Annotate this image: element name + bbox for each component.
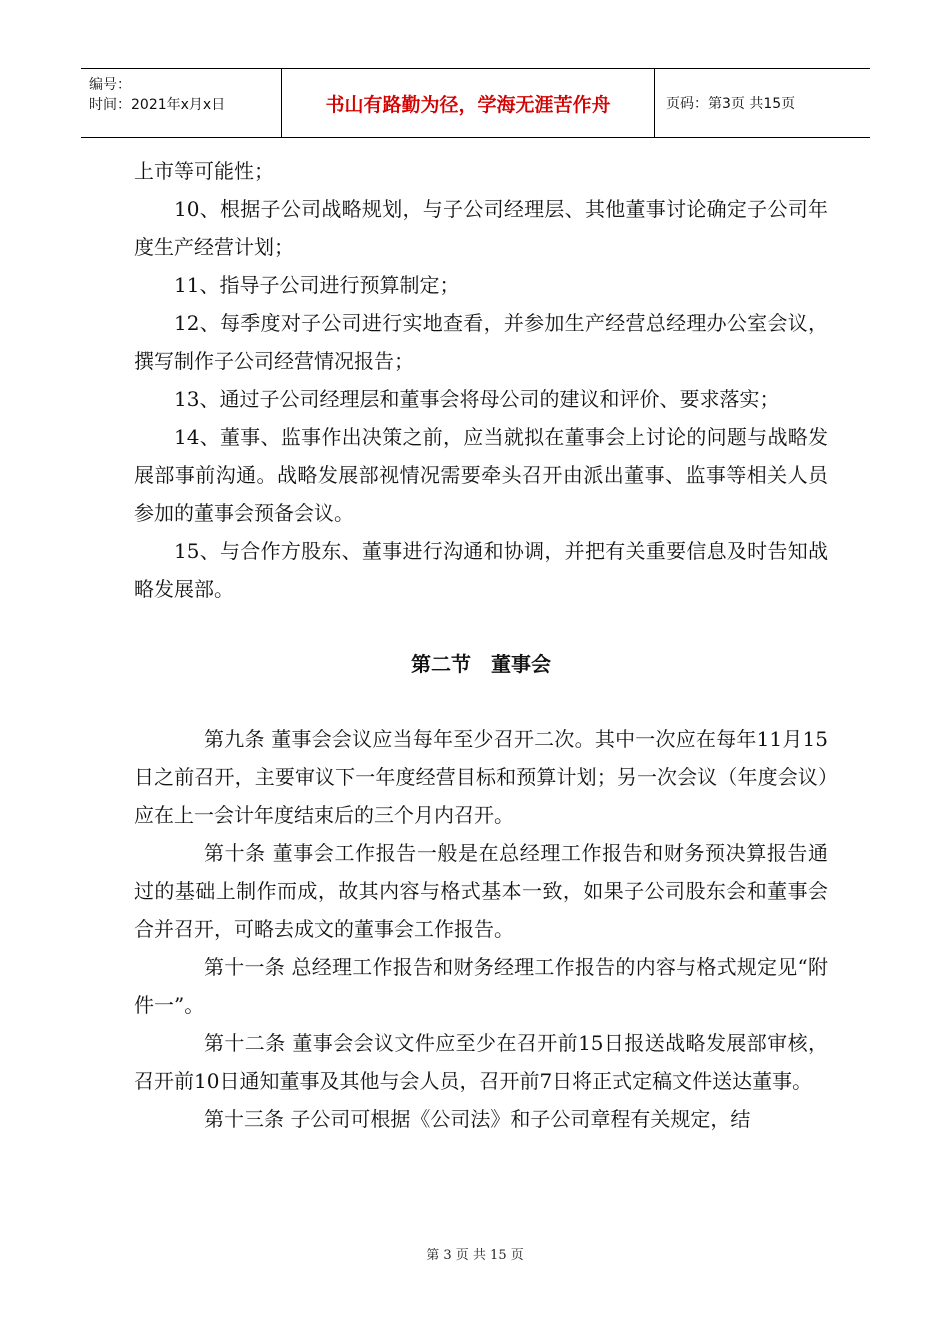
header-motto: 书山有路勤为径，学海无涯苦作舟 [282, 69, 655, 137]
paragraph-item-14: 14、董事、监事作出决策之前，应当就拟在董事会上讨论的问题与战略发展部事前沟通。战略发展部视情况需要牵头召开由派出董事、监事等相关人员参加的董事会预备会议。 [134, 425, 828, 525]
header-number-label: 编号： [89, 77, 131, 93]
article-11: 第十一条 总经理工作报告和财务经理工作报告的内容与格式规定见“附件一”。 [134, 955, 828, 1017]
article-10: 第十条 董事会工作报告一般是在总经理工作报告和财务预决算报告通过的基础上制作而成，故其内容与格式基本一致，如果子公司股东会和董事会合并召开，可略去成文的董事会工作报告。 [134, 841, 828, 941]
paragraph-item-10: 10、根据子公司战略规划，与子公司经理层、其他董事讨论确定子公司年度生产经营计划； [134, 197, 828, 259]
page-header [81, 68, 870, 138]
article-13: 第十三条 子公司可根据《公司法》和子公司章程有关规定，结 [204, 1107, 751, 1131]
section-title: 第二节 董事会 [411, 652, 551, 676]
header-page-info: 页码：第3页 共15页 [666, 96, 796, 112]
page-footer: 第 3 页 共 15 页 [426, 1248, 524, 1263]
paragraph-item-15: 15、与合作方股东、董事进行沟通和协调，并把有关重要信息及时告知战略发展部。 [134, 539, 828, 601]
header-time-label: 时间：2021年x月x日 [89, 97, 226, 113]
paragraph-continuation: 上市等可能性； [134, 159, 274, 183]
document-body [134, 152, 828, 1138]
article-12: 第十二条 董事会会议文件应至少在召开前15日报送战略发展部审核，召开前10日通知董事及其他与会人员，召开前7日将正式定稿文件送达董事。 [134, 1031, 828, 1093]
paragraph-item-13: 13、通过子公司经理层和董事会将母公司的建议和评价、要求落实； [174, 387, 780, 411]
header-meta [81, 69, 282, 137]
article-9: 第九条 董事会会议应当每年至少召开二次。其中一次应在每年11月15日之前召开，主要审议下一年度经营目标和预算计划；另一次会议（年度会议）应在上一会计年度结束后的三个月内召开。 [134, 727, 828, 827]
paragraph-item-12: 12、每季度对子公司进行实地查看，并参加生产经营总经理办公室会议，撰写制作子公司经营情况报告； [134, 311, 828, 373]
paragraph-item-11: 11、指导子公司进行预算制定； [174, 273, 460, 297]
